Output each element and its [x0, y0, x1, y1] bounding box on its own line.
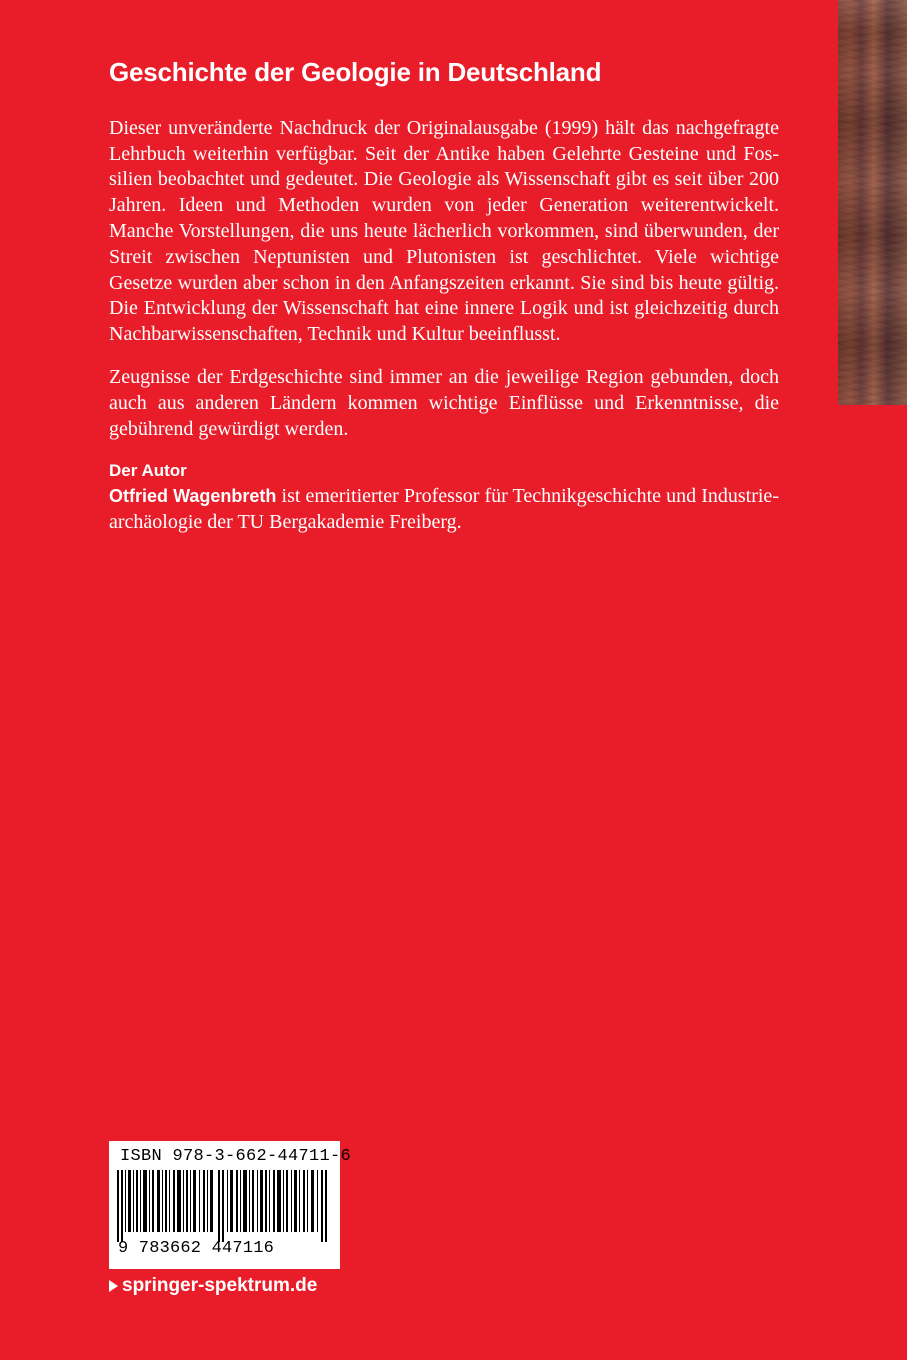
cover-photo-strip	[838, 0, 907, 405]
description-paragraph-1: Dieser unveränderte Nachdruck der Originalausgabe (1999) hält das nachgefragte Lehrbuch weiterhin verfügbar. Seit der Antike haben Gelehrte Gesteine und Fossilien beobachtet und gedeutet. Die Geologie als Wissenschaft gibt es seit über 200 Jahren. Ideen und Methoden wurden von jeder Generation weiterentwickelt. Manche Vorstellungen, die uns heute lächerlich vorkommen, sind überwunden, der Streit zwischen Neptunisten und Plutonisten ist geschlichtet. Viele wichtige Gesetze wurden aber schon in den Anfangszeiten erkannt. Sie sind bis heute gültig. Die Entwicklung der Wissenschaft hat eine innere Logik und ist gleichzeitig durch Nachbarwissenschaften, Technik und Kultur beeinflusst.	[109, 116, 779, 346]
barcode-digits: 9 783662 447116	[118, 1239, 275, 1258]
description-paragraph-2: Zeugnisse der Erdgeschichte sind immer an die jeweilige Region gebunden, doch auch aus anderen Ländern kommen wichtige Einflüsse und Erkenntnisse, die gebührend gewürdigt werden.	[109, 366, 779, 440]
play-arrow-icon	[109, 1280, 118, 1292]
back-cover-text	[109, 58, 779, 536]
author-bio: ist emeritierter Professor für Technikgeschichte und Industriearchäologie der TU Bergakademie Freiberg.	[109, 485, 779, 534]
publisher-website	[109, 1275, 317, 1297]
book-title: Geschichte der Geologie in Deutschland	[109, 57, 602, 87]
isbn-barcode	[109, 1141, 352, 1269]
author-description	[109, 484, 779, 536]
website-url: springer-spektrum.de	[122, 1275, 318, 1296]
author-name: Otfried Wagenbreth	[109, 486, 277, 507]
isbn-number: ISBN 978-3-662-44711-6	[120, 1147, 352, 1166]
author-heading: Der Autor	[109, 461, 187, 481]
barcode-bars	[117, 1170, 331, 1242]
